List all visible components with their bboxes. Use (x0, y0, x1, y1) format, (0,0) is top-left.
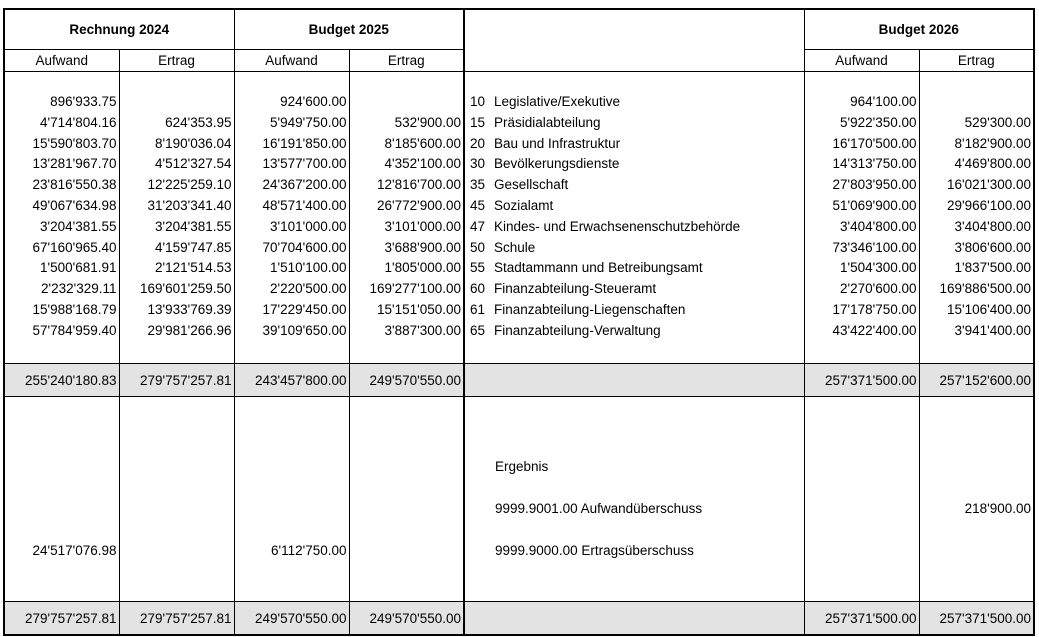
row-value-r24e: 29'981'266.96 (147, 322, 232, 338)
row-code: 45 (470, 197, 486, 213)
row-value-b25a: 17'229'450.00 (262, 301, 347, 317)
header-budget-2025: Budget 2025 (234, 9, 464, 50)
row-value-b25e: 169'277'100.00 (369, 281, 461, 297)
subheader-aufwand: Aufwand (234, 50, 349, 72)
result-b25-ertrag (349, 397, 464, 602)
row-value-r24a: 23'816'550.38 (32, 177, 117, 193)
row-value-b26e: 169'886'500.00 (939, 281, 1031, 297)
row-description (465, 217, 804, 238)
col-description (464, 72, 804, 364)
result-b26-ertrag (919, 397, 1034, 602)
row-value-r24e: 31'203'341.40 (147, 197, 232, 213)
result-r24-ertrag (119, 397, 234, 602)
col-b26-ertrag (919, 72, 1034, 364)
subtotal-blank (464, 364, 804, 397)
row-value-b26a: 16'170'500.00 (832, 135, 917, 151)
total-r24-aufwand: 279'757'257.81 (4, 602, 119, 636)
body-row (4, 72, 1034, 364)
total-r24-ertrag: 279'757'257.81 (119, 602, 234, 636)
col-b25-aufwand (234, 72, 349, 364)
row-label: Gesellschaft (494, 177, 569, 193)
row-label: Schule (494, 239, 536, 255)
row-value-b25a: 48'571'400.00 (262, 197, 347, 213)
row-value-b26a: 51'069'900.00 (832, 197, 917, 213)
row-value-b25e (350, 92, 464, 113)
row-value-r24e: 169'601'259.50 (140, 281, 232, 297)
row-value-b26a: 17'178'750.00 (832, 301, 917, 317)
row-value-b25a: 924'600.00 (280, 94, 347, 109)
row-value-b25a: 5'949'750.00 (270, 114, 347, 130)
subheader-ertrag: Ertrag (349, 50, 464, 72)
result-title: Ergebnis (495, 459, 549, 474)
total-b25-ertrag: 249'570'550.00 (349, 602, 464, 636)
row-value-b26e: 15'106'400.00 (947, 301, 1031, 317)
row-description (465, 92, 804, 113)
col-b25-ertrag (349, 72, 464, 364)
row-value-b26a: 964'100.00 (850, 94, 917, 109)
row-description (465, 258, 804, 279)
header-blank (464, 9, 804, 72)
result-b26-aufwand (804, 397, 919, 602)
row-description (465, 154, 804, 175)
b26-aufwandueberschuss-value: 218'900.00 (964, 501, 1031, 516)
row-label: Finanzabteilung-Steueramt (494, 281, 657, 297)
result-b25-aufwand (234, 397, 349, 602)
subtotal-b26-aufwand: 257'371'500.00 (804, 364, 919, 397)
row-value-b26e: 3'941'400.00 (954, 322, 1031, 338)
ertragsueberschuss-label: 9999.9000.00 Ertragsüberschuss (495, 543, 694, 558)
total-b26-ertrag: 257'371'500.00 (919, 602, 1034, 636)
row-label: Finanzabteilung-Liegenschaften (494, 301, 686, 317)
row-value-r24a: 4'714'804.16 (40, 114, 117, 130)
row-value-r24a: 67'160'965.40 (32, 239, 117, 255)
row-value-r24a: 15'590'803.70 (32, 135, 117, 151)
row-description (465, 238, 804, 259)
row-value-b25e: 532'900.00 (394, 114, 461, 130)
row-value-r24e: 8'190'036.04 (155, 135, 232, 151)
row-value-b26e: 3'806'600.00 (954, 239, 1031, 255)
row-value-b25e: 26'772'900.00 (377, 197, 461, 213)
row-description (465, 321, 804, 342)
subtotal-b26-ertrag: 257'152'600.00 (919, 364, 1034, 397)
row-code: 20 (470, 135, 486, 151)
result-description (464, 397, 804, 602)
subtotal-r24-aufwand: 255'240'180.83 (4, 364, 119, 397)
row-description (465, 300, 804, 321)
row-value-r24e: 13'933'769.39 (147, 301, 232, 317)
row-value-r24a: 57'784'959.40 (32, 322, 117, 338)
row-code: 65 (470, 322, 486, 338)
row-description (465, 196, 804, 217)
subheader-aufwand: Aufwand (4, 50, 119, 72)
col-r24-aufwand (4, 72, 119, 364)
row-value-b26a: 3'404'800.00 (840, 218, 917, 234)
subtotal-b25-aufwand: 243'457'800.00 (234, 364, 349, 397)
row-value-b26a: 1'504'300.00 (840, 260, 917, 276)
row-label: Stadtammann und Betreibungsamt (494, 260, 703, 276)
row-label: Präsidialabteilung (494, 114, 601, 130)
row-label: Bau und Infrastruktur (494, 135, 621, 151)
result-r24-aufwand (4, 397, 119, 602)
header-row (4, 9, 1034, 50)
row-code: 55 (470, 260, 486, 276)
row-code: 47 (470, 218, 486, 234)
row-description (465, 175, 804, 196)
header-budget-2026: Budget 2026 (804, 9, 1034, 50)
subtotal-b25-ertrag: 249'570'550.00 (349, 364, 464, 397)
col-r24-ertrag (119, 72, 234, 364)
row-code: 30 (470, 156, 486, 172)
row-code: 61 (470, 301, 486, 317)
row-value-b26e (920, 92, 1034, 113)
row-value-b26a: 43'422'400.00 (832, 322, 917, 338)
row-description (465, 134, 804, 155)
row-label: Kindes- und Erwachsenenschutzbehörde (494, 218, 741, 234)
row-value-b25a: 13'577'700.00 (262, 156, 347, 172)
aufwandueberschuss-label: 9999.9001.00 Aufwandüberschuss (495, 501, 703, 516)
row-value-b25e: 12'816'700.00 (377, 177, 461, 193)
b25-ertragsueberschuss-value: 6'112'750.00 (271, 543, 347, 558)
total-row (4, 602, 1034, 636)
row-value-b26e: 16'021'300.00 (947, 177, 1031, 193)
row-code: 15 (470, 114, 486, 130)
row-value-b25e: 4'352'100.00 (384, 156, 461, 172)
row-value-b26e: 1'837'500.00 (954, 260, 1031, 276)
row-value-r24e: 4'159'747.85 (155, 239, 232, 255)
row-description (465, 113, 804, 134)
result-row (4, 397, 1034, 602)
header-rechnung-2024: Rechnung 2024 (4, 9, 234, 50)
row-value-b26e: 29'966'100.00 (947, 197, 1031, 213)
subheader-ertrag: Ertrag (119, 50, 234, 72)
row-value-b26a: 73'346'100.00 (832, 239, 917, 255)
row-value-b25e: 15'151'050.00 (377, 301, 461, 317)
row-value-r24a: 1'500'681.91 (40, 260, 117, 276)
col-b26-aufwand (804, 72, 919, 364)
row-value-r24e: 4'512'327.54 (155, 156, 232, 172)
row-code: 50 (470, 239, 486, 255)
row-value-b26e: 8'182'900.00 (954, 135, 1031, 151)
row-value-b25e: 3'887'300.00 (384, 322, 461, 338)
total-b26-aufwand: 257'371'500.00 (804, 602, 919, 636)
row-value-b26e: 4'469'800.00 (954, 156, 1031, 172)
row-value-b26a: 14'313'750.00 (832, 156, 917, 172)
subtotal-r24-ertrag: 279'757'257.81 (119, 364, 234, 397)
row-value-r24e: 12'225'259.10 (147, 177, 232, 193)
row-label: Finanzabteilung-Verwaltung (494, 322, 661, 338)
subheader-aufwand: Aufwand (804, 50, 919, 72)
r24-ertragsueberschuss-value: 24'517'076.98 (32, 543, 117, 558)
row-value-b26a: 27'803'950.00 (832, 177, 917, 193)
row-value-b25e: 3'101'000.00 (384, 218, 461, 234)
row-description (465, 279, 804, 300)
row-value-b25a: 39'109'650.00 (262, 322, 347, 338)
row-label: Sozialamt (494, 197, 554, 213)
row-label: Legislative/Exekutive (494, 94, 621, 109)
row-value-b26a: 5'922'350.00 (840, 114, 917, 130)
row-value-r24a: 15'988'168.79 (32, 301, 117, 317)
row-value-r24a: 3'204'381.55 (40, 218, 117, 234)
row-value-b25a: 70'704'600.00 (262, 239, 347, 255)
row-value-b26e: 3'404'800.00 (954, 218, 1031, 234)
row-value-b26e: 529'300.00 (964, 114, 1031, 130)
row-value-b25a: 1'510'100.00 (270, 260, 347, 276)
row-code: 35 (470, 177, 486, 193)
row-value-r24a: 13'281'967.70 (32, 156, 117, 172)
row-value-b25e: 3'688'900.00 (384, 239, 461, 255)
row-value-b25a: 24'367'200.00 (262, 177, 347, 193)
row-value-b26a: 2'270'600.00 (840, 281, 917, 297)
row-value-b25a: 3'101'000.00 (270, 218, 347, 234)
row-value-b25a: 2'220'500.00 (270, 281, 347, 297)
row-label: Bevölkerungsdienste (494, 156, 620, 172)
budget-table (3, 8, 1035, 636)
row-value-b25e: 1'805'000.00 (384, 260, 461, 276)
row-value-b25a: 16'191'850.00 (262, 135, 347, 151)
total-blank (464, 602, 804, 636)
row-code: 60 (470, 281, 486, 297)
row-value-r24a: 2'232'329.11 (41, 281, 117, 297)
subheader-ertrag: Ertrag (919, 50, 1034, 72)
subtotal-row (4, 364, 1034, 397)
row-value-r24a: 896'933.75 (50, 94, 117, 109)
row-value-r24e: 2'121'514.53 (155, 260, 232, 276)
row-value-b25e: 8'185'600.00 (384, 135, 461, 151)
total-b25-aufwand: 249'570'550.00 (234, 602, 349, 636)
row-value-r24a: 49'067'634.98 (32, 197, 117, 213)
row-value-r24e (120, 92, 234, 113)
row-value-r24e: 624'353.95 (165, 114, 232, 130)
row-code: 10 (470, 94, 486, 109)
row-value-r24e: 3'204'381.55 (155, 218, 232, 234)
